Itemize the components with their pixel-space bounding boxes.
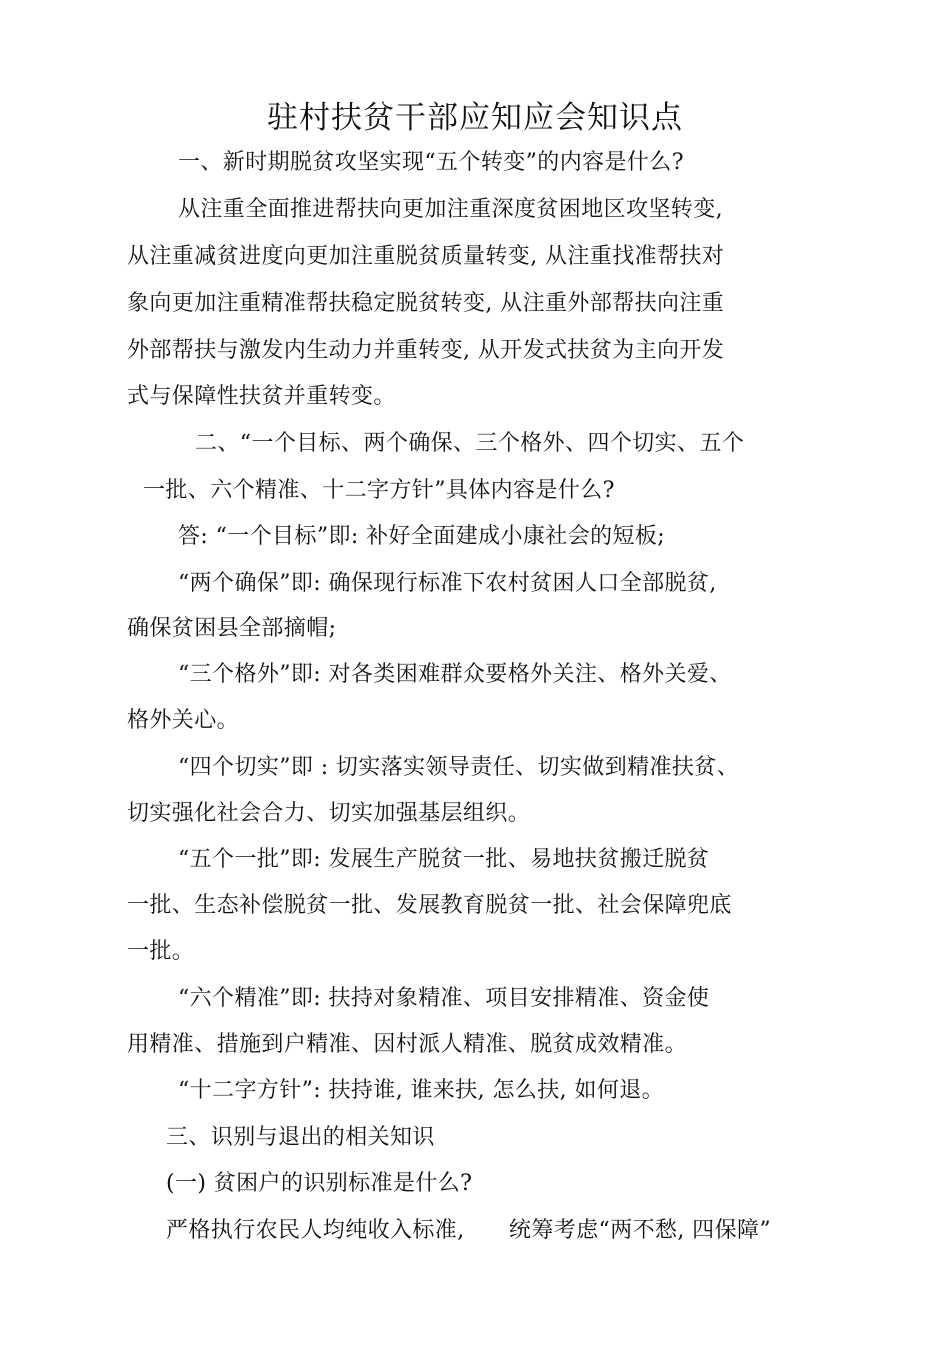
section-1-question: 一、新时期脱贫攻坚实现“五个转变”的内容是什么? [178, 150, 684, 175]
page-title: 驻村扶贫干部应知应会知识点 [267, 100, 683, 136]
answer-three-extras-line: 格外关心。 [127, 708, 240, 733]
section-1-answer-line: 象向更加注重精准帮扶稳定脱贫转变, 从注重外部帮扶向注重 [127, 291, 725, 316]
section-3-paragraph: 严格执行农民人均纯收入标准, 统筹考虑“两不愁, 四保障” [166, 1218, 772, 1243]
answer-six-precisions-line: “六个精准”即: 扶持对象精准、项目安排精准、资金使 [178, 986, 710, 1011]
answer-two-ensures-line: 确保贫困县全部摘帽; [127, 616, 337, 641]
answer-five-batches-line: “五个一批”即: 发展生产脱贫一批、易地扶贫搬迁脱贫 [178, 847, 710, 872]
section-2-question-line: 一批、六个精准、十二字方针”具体内容是什么? [143, 478, 615, 503]
section-1-answer-line: 从注重全面推进帮扶向更加注重深度贫困地区攻坚转变, [178, 197, 723, 222]
section-1-answer-line: 式与保障性扶贫并重转变。 [127, 384, 396, 409]
section-3-subheading: (一) 贫困户的识别标准是什么? [166, 1171, 473, 1196]
answer-four-practicals-line: 切实强化社会合力、切实加强基层组织。 [127, 801, 531, 826]
answer-six-precisions-line: 用精准、措施到户精准、因村派人精准、脱贫成效精准。 [127, 1032, 688, 1057]
section-1-answer-line: 外部帮扶与激发内生动力并重转变, 从开发式扶贫为主向开发 [127, 338, 725, 363]
answer-five-batches-line: 一批、生态补偿脱贫一批、发展教育脱贫一批、社会保障兜底 [127, 893, 732, 918]
section-3-heading: 三、识别与退出的相关知识 [166, 1125, 435, 1150]
answer-five-batches-line: 一批。 [127, 939, 195, 964]
section-1-answer-line: 从注重减贫进度向更加注重脱贫质量转变, 从注重找准帮扶对 [127, 244, 725, 269]
answer-three-extras-line: “三个格外”即: 对各类困难群众要格外关注、格外关爱、 [178, 662, 732, 687]
answer-two-ensures-line: “两个确保”即: 确保现行标准下农村贫困人口全部脱贫, [178, 571, 717, 596]
answer-twelve-character-policy: “十二字方针”: 扶持谁, 谁来扶, 怎么扶, 如何退。 [178, 1078, 665, 1103]
answer-four-practicals-line: “四个切实”即 : 切实落实领导责任、切实做到精准扶贫、 [178, 755, 740, 780]
section-2-question-line: 二、“一个目标、两个确保、三个格外、四个切实、五个 [195, 431, 745, 456]
answer-one-goal: 答: “一个目标”即: 补好全面建成小康社会的短板; [178, 524, 666, 549]
